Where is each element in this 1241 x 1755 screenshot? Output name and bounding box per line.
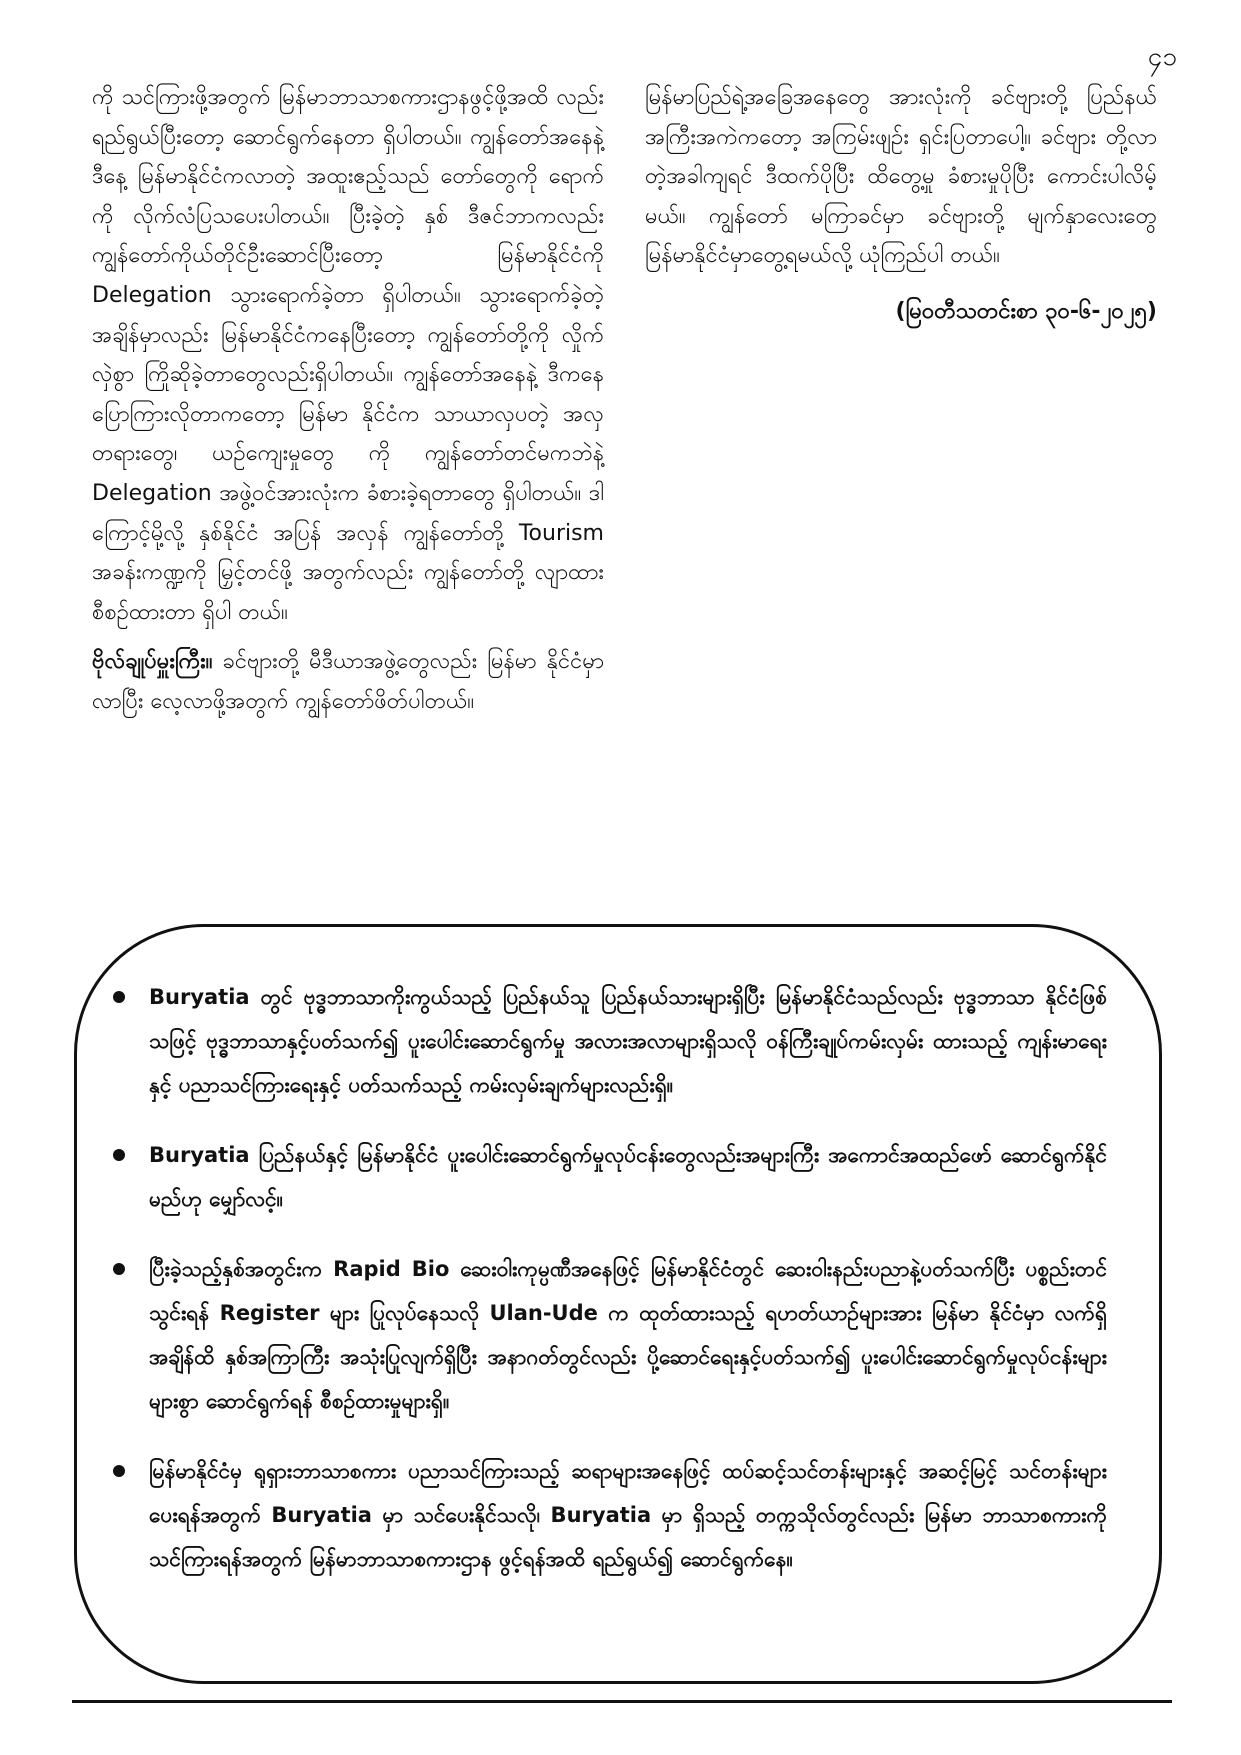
highlight-text: Buryatia ပြည်နယ်နှင့် မြန်မာနိုင်ငံ ပူးပေါင်းဆောင်ရွက်မှုလုပ်ငန်းတွေလည်းအများကြီး အကောင်အထည်ဖော် ဆောင်ရွက်နိုင်မည်ဟု မျှော်လင့်။ (149, 1143, 1107, 1211)
highlight-item (149, 975, 1107, 1107)
bullet-icon (113, 1149, 125, 1161)
source-citation: (မြဝတီသတင်းစာ ၃၀-၆-၂၀၂၅) (895, 298, 1157, 324)
left-column (92, 78, 604, 722)
highlight-text: Buryatia တွင် ဗုဒ္ဓဘာသာကိုးကွယ်သည့် ပြည်နယ်သူ ပြည်နယ်သားများရှိပြီး မြန်မာနိုင်ငံသည်လည်း ဗုဒ္ဓဘာသာ နိုင်ငံဖြစ်သဖြင့် ဗုဒ္ဓဘာသာနှင့်ပတ်သက်၍ ပူးပေါင်းဆောင်ရွက်မှု အလားအလာများရှိသလို ဝန်ကြီးချုပ်ကမ်းလှမ်း ထားသည့် ကျန်းမာရေးနှင့် ပညာသင်ကြားရေးနှင့် ပတ်သက်သည့် ကမ်းလှမ်းချက်များလည်းရှိ။ (149, 985, 1107, 1097)
article-paragraph: မြန်မာပြည်ရဲ့အခြေအနေတွေ အားလုံးကို ခင်ဗျားတို့ ပြည်နယ် အကြီးအကဲကတော့ အကြမ်းဖျဉ်း ရှင်းပြတာပေါ့။ ခင်ဗျား တို့လာတဲ့အခါကျရင် ဒီထက်ပိုပြီး ထိတွေ့မှု ခံစားမှုပိုပြီး ကောင်းပါလိမ့်မယ်။ ကျွန်တော် မကြာခင်မှာ ခင်ဗျားတို့ မျက်နှာလေးတွေ မြန်မာနိုင်ငံမှာတွေ့ရမယ်လို့ ယုံကြည်ပါ တယ်။ (645, 85, 1157, 269)
page-number: ၄၁ (1147, 42, 1177, 72)
highlight-text: ပြီးခဲ့သည့်နှစ်အတွင်းက Rapid Bio ဆေးဝါးကုမ္ပဏီအနေဖြင့် မြန်မာနိုင်ငံတွင် ဆေးဝါးနည်းပညာနဲ့ပတ်သက်ပြီး ပစ္စည်းတင်သွင်းရန် Register များ ပြုလုပ်နေသလို Ulan-Ude က ထုတ်ထားသည့် ရဟတ်ယာဉ်များအား မြန်မာ နိုင်ငံမှာ လက်ရှိအချိန်ထိ နှစ်အကြာကြီး အသုံးပြုလျက်ရှိပြီး အနာဂတ်တွင်လည်း ပို့ဆောင်ရေးနှင့်ပတ်သက်၍ ပူးပေါင်းဆောင်ရွက်မှုလုပ်ငန်းများ များစွာ ဆောင်ရွက်ရန် စီစဉ်ထားမှုများရှိ။ (149, 1257, 1107, 1413)
article-paragraph (92, 78, 604, 632)
highlight-item (149, 1133, 1107, 1221)
article-paragraph (92, 642, 604, 721)
highlights-list (77, 927, 1159, 1581)
bullet-icon (113, 991, 125, 1003)
highlight-item (149, 1449, 1107, 1581)
paragraph-text: ခင်ဗျားတို့ မီဒီယာအဖွဲ့တွေလည်း မြန်မာ နိုင်ငံမှာလာပြီး လေ့လာဖို့အတွက် ကျွန်တော်ဖိတ်ပါတယ်။ (92, 649, 604, 714)
paragraph-text: ကို သင်ကြားဖို့အတွက် မြန်မာဘာသာစကားဌာနဖွင့်ဖို့အထိ လည်း ရည်ရွယ်ပြီးတော့ ဆောင်ရွက်နေတာ ရှိပါတယ်။ ကျွန်တော်အနေနဲ့ ဒီနေ့ မြန်မာနိုင်ငံကလာတဲ့ အထူးဧည့်သည် တော်တွေကို ရောက်ကို လိုက်လံပြသပေးပါတယ်။ ပြီးခဲ့တဲ့ နှစ် ဒီဇင်ဘာကလည်း ကျွန်တော်ကိုယ်တိုင်ဦးဆောင်ပြီးတော့ မြန်မာနိုင်ငံကို Delegation သွားရောက်ခဲ့တာ ရှိပါတယ်။ သွားရောက်ခဲ့တဲ့အချိန်မှာလည်း မြန်မာနိုင်ငံကနေပြီးတော့ ကျွန်တော်တို့ကို လှိုက်လှဲစွာ ကြိုဆိုခဲ့တာတွေလည်းရှိပါတယ်။ ကျွန်တော်အနေနဲ့ ဒီကနေ ပြောကြားလိုတာကတော့ မြန်မာ နိုင်ငံက သာယာလှပတဲ့ အလှတရားတွေ၊ ယဉ်ကျေးမှုတွေ ကို ကျွန်တော်တင်မကဘဲနဲ့ Delegation အဖွဲ့ဝင်အားလုံးက ခံစားခဲ့ရတာတွေ ရှိပါတယ်။ ဒါကြောင့်မို့လို့ နှစ်နိုင်ငံ အပြန် အလှန် ကျွန်တော်တို့ Tourism အခန်းကဏ္ဍကို မြှင့်တင်ဖို့ အတွက်လည်း ကျွန်တော်တို့ လျာထားစီစဉ်ထားတာ ရှိပါ တယ်။ (92, 85, 604, 625)
bullet-icon (113, 1465, 125, 1477)
right-column (645, 78, 1157, 332)
bullet-icon (113, 1263, 125, 1275)
highlight-item (149, 1247, 1107, 1423)
highlights-box (74, 924, 1162, 1684)
highlight-text: မြန်မာနိုင်ငံမှ ရုရှားဘာသာစကား ပညာသင်ကြားသည့် ဆရာများအနေဖြင့် ထပ်ဆင့်သင်တန်းများနှင့် အဆင့်မြင့် သင်တန်းများပေးရန်အတွက် Buryatia မှာ သင်ပေးနိုင်သလို၊ Buryatia မှာ ရှိသည့် တက္ကသိုလ်တွင်လည်း မြန်မာ ဘာသာစကားကို သင်ကြားရန်အတွက် မြန်မာဘာသာစကားဌာန ဖွင့်ရန်အထိ ရည်ရွယ်၍ ဆောင်ရွက်နေ။ (149, 1459, 1107, 1571)
speaker-label: ဗိုလ်ချုပ်မှူးကြီး။ (92, 649, 213, 675)
footer-rule (72, 1700, 1172, 1703)
